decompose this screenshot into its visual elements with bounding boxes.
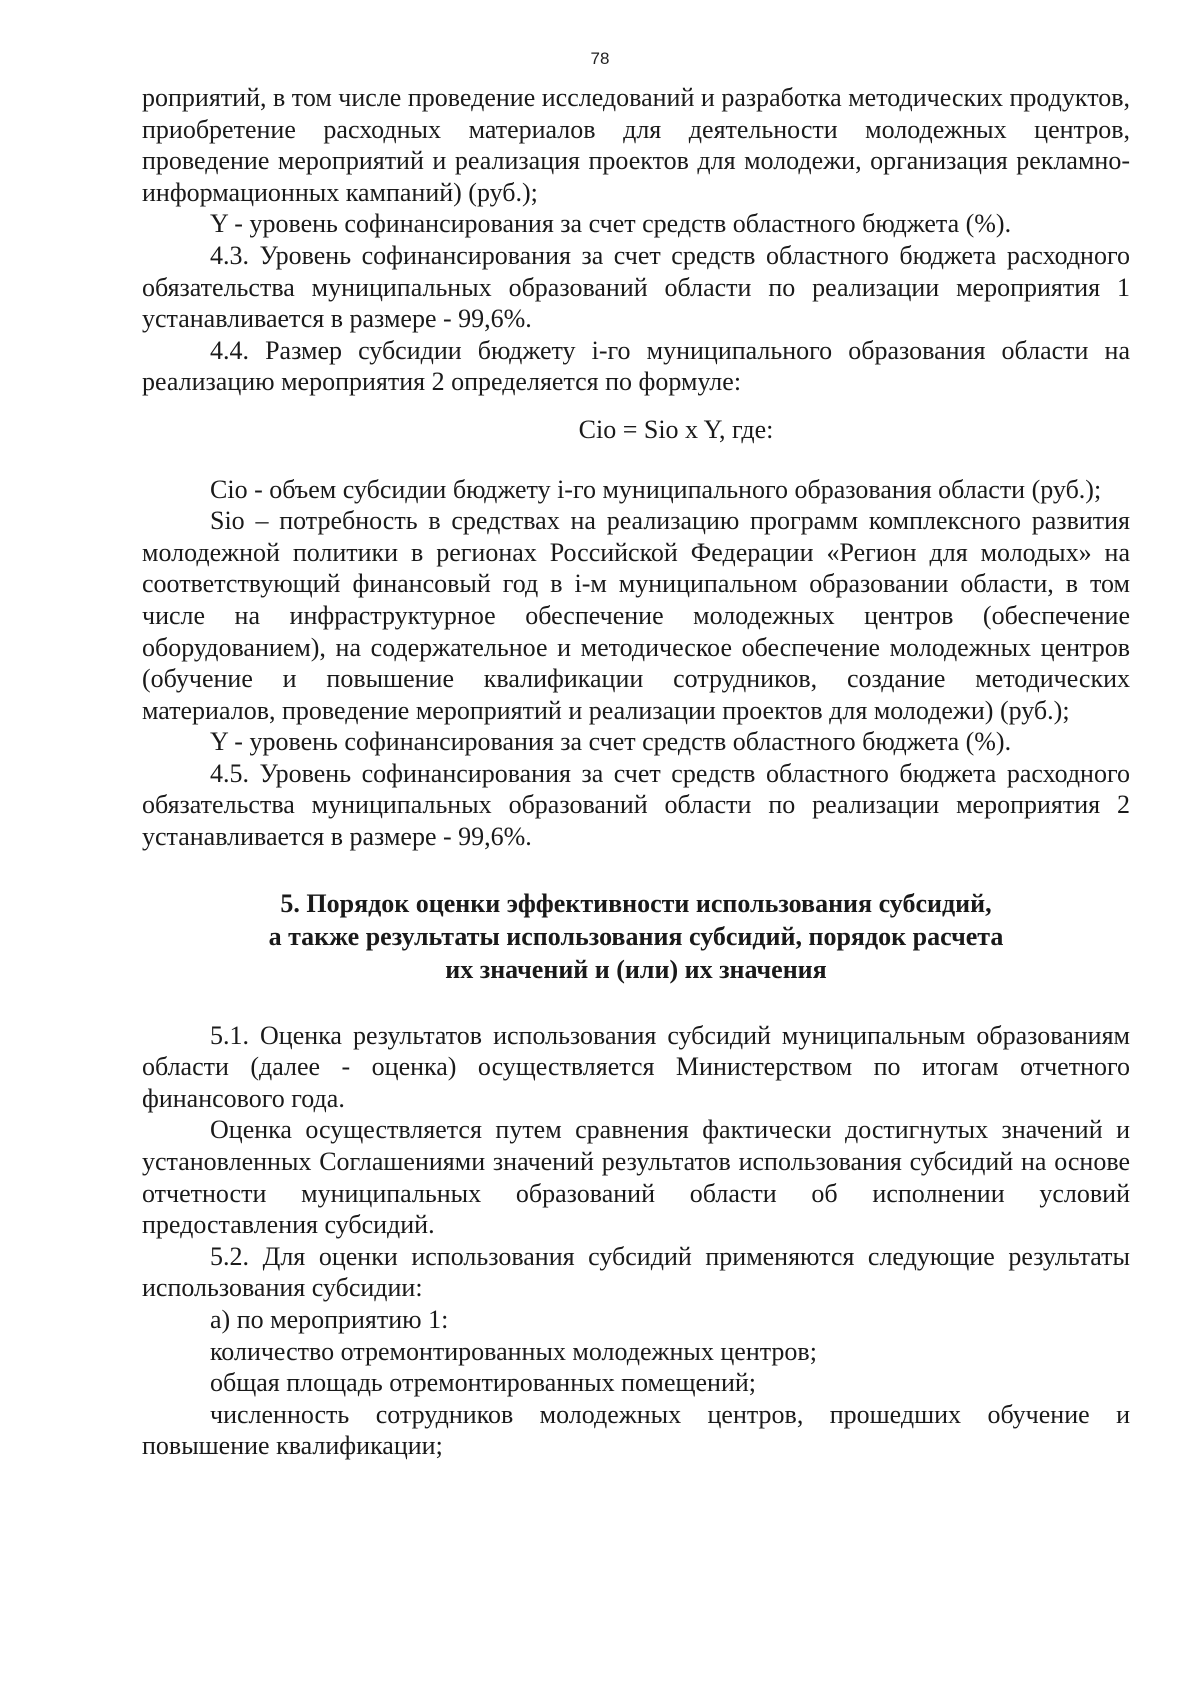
paragraph-5-1: 5.1. Оценка результатов использования субсидий муниципальным образованиям области (далее - оценка) осуществляется Министерством по итогам отчетного финансового года. xyxy=(142,1020,1130,1113)
section-5-heading-line-1: 5. Порядок оценки эффективности использования субсидий, xyxy=(280,888,992,918)
list-item-repaired-area: общая площадь отремонтированных помещений; xyxy=(210,1368,757,1398)
paragraph-y-definition: Y - уровень софинансирования за счет средств областного бюджета (%). xyxy=(210,209,1012,239)
section-5-heading-line-3: их значений и (или) их значения xyxy=(445,954,827,984)
list-item-trained-staff: численность сотрудников молодежных центров, прошедших обучение и повышение квалификации; xyxy=(142,1399,1130,1461)
document-body xyxy=(142,82,1130,1462)
paragraph-y-definition-2: Y - уровень софинансирования за счет средств областного бюджета (%). xyxy=(210,727,1012,757)
paragraph-5-2: 5.2. Для оценки использования субсидий применяются следующие результаты использования субсидии: xyxy=(142,1241,1130,1303)
list-item-a: а) по мероприятию 1: xyxy=(210,1305,449,1334)
paragraph-assessment: Оценка осуществляется путем сравнения фактически достигнутых значений и установленных Соглашениями значений результатов использования субсидий на основе отчетности муниципальных образований области об исполнении условий предоставления субсидий. xyxy=(142,1115,1130,1240)
paragraph-sio-definition: Sio – потребность в средствах на реализацию программ комплексного развития молодежной политики в регионах Российской Федерации «Регион для молодых» на соответствующий финансовый год в i-м муниципальном образовании области, в том числе на инфраструктурное обеспечение молодежных центров (обеспечение оборудованием), на содержательное и методическое обеспечение молодежных центров (обучение и повышение квалификации сотрудников, создание методических материалов, проведение мероприятий и реализации проектов для молодежи) (руб.); xyxy=(142,506,1130,725)
paragraph-4-3: 4.3. Уровень софинансирования за счет средств областного бюджета расходного обязательства муниципальных образований области по реализации мероприятия 1 устанавливается в размере - 99,6%. xyxy=(142,240,1130,334)
section-5-heading xyxy=(142,887,1130,986)
formula: Cio = Sio x Y, где: xyxy=(578,414,774,444)
section-5-heading-line-2: а также результаты использования субсидий, порядок расчета xyxy=(268,921,1004,951)
paragraph-4-4: 4.4. Размер субсидии бюджету i-го муниципального образования области на реализацию мероприятия 2 определяется по формуле: xyxy=(142,335,1130,397)
page-number: 78 xyxy=(590,49,610,68)
paragraph-4-5: 4.5. Уровень софинансирования за счет средств областного бюджета расходного обязательства муниципальных образований области по реализации мероприятия 2 устанавливается в размере - 99,6%. xyxy=(142,758,1130,852)
paragraph-continuation: роприятий, в том числе проведение исследований и разработка методических продуктов, приобретение расходных материалов для деятельности молодежных центров, проведение мероприятий и реализация проектов для молодежи, организация рекламно-информационных кампаний) (руб.); xyxy=(142,83,1130,207)
list-item-repaired-centers: количество отремонтированных молодежных центров; xyxy=(210,1336,817,1366)
paragraph-cio-definition: Cio - объем субсидии бюджету i-го муниципального образования области (руб.); xyxy=(210,474,1102,504)
